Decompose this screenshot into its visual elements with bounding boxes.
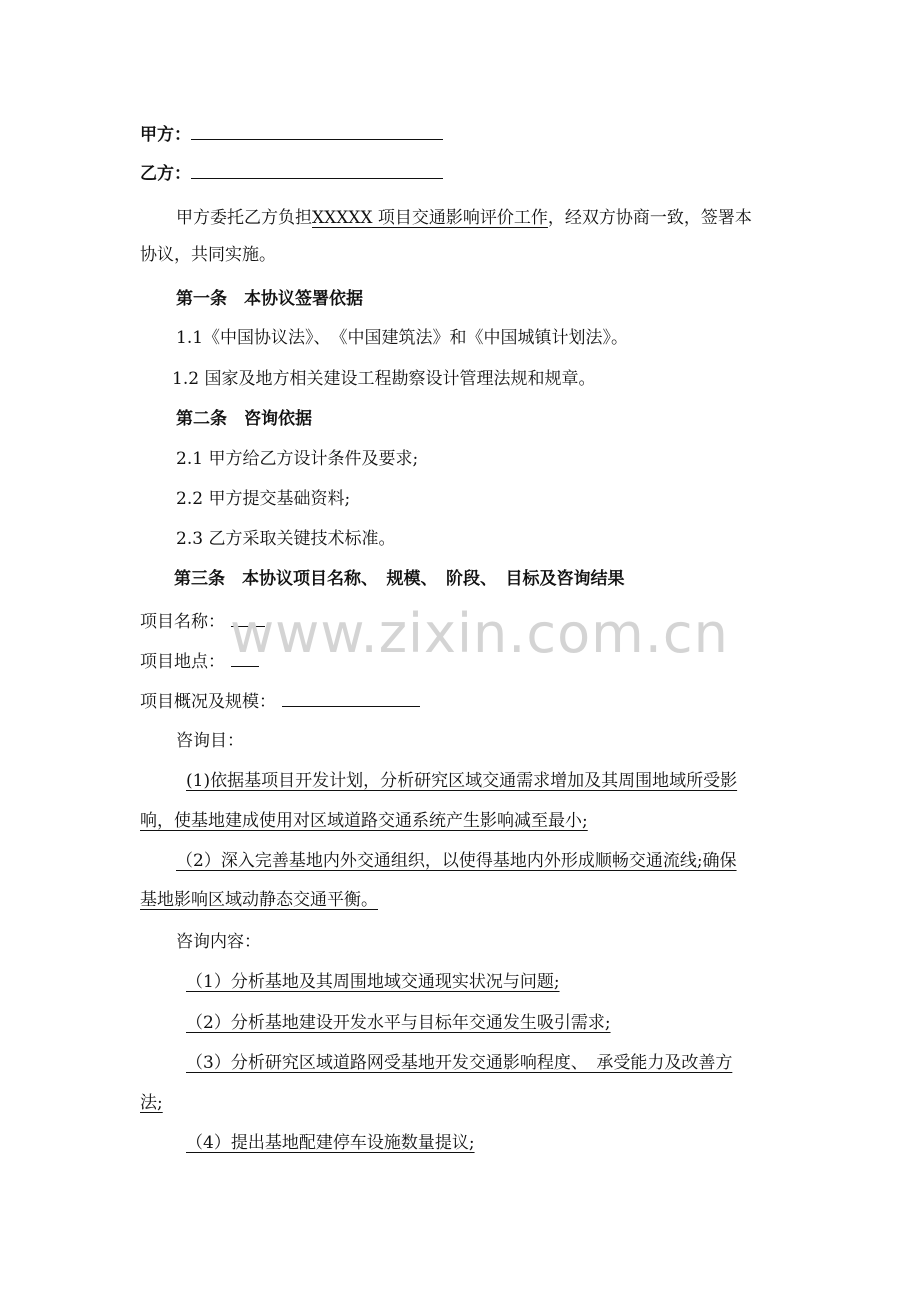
goal-2-line-1: （2）深入完善基地内外交通组织，以使得基地内外形成顺畅交通流线;确保	[176, 851, 737, 871]
intro-prefix: 甲方委托乙方负担	[176, 208, 312, 228]
project-scale-blank	[282, 688, 420, 707]
intro-suffix: ，经双方协商一致，签署本	[547, 208, 752, 228]
content-item-3-line-2: 法;	[140, 1093, 163, 1113]
content-item-3-line-1: （3）分析研究区域道路网受基地开发交通影响程度、 承受能力及改善方	[186, 1053, 733, 1073]
article-1-item-1: 1.1《中国协议法》、 《中国建筑法》和《中国城镇计划法》。	[176, 328, 629, 348]
intro-line-1	[176, 206, 752, 230]
party-b-blank	[191, 160, 443, 179]
goal-1-line-1: (1)依据基项目开发计划，分析研究区域交通需求增加及其周围地域所受影	[186, 771, 738, 791]
article-1-title: 第一条 本协议签署依据	[176, 289, 363, 309]
content-item-4: （4）提出基地配建停车设施数量提议;	[186, 1133, 475, 1153]
article-2-item-2: 2.2 甲方提交基础资料;	[176, 489, 351, 509]
content-item-1: （1）分析基地及其周围地域交通现实状况与问题;	[186, 972, 560, 992]
watermark-text: www.zixin.com.cn	[230, 602, 729, 665]
project-scale-label: 项目概况及规模：	[140, 692, 276, 712]
article-2-item-3: 2.3 乙方采取关键技术标准。	[176, 529, 396, 549]
project-name-label: 项目名称：	[140, 612, 225, 632]
article-2-title: 第二条 咨询依据	[176, 409, 312, 429]
article-1-item-2: 1.2 国家及地方相关建设工程勘察设计管理法规和规章。	[172, 369, 596, 389]
project-site-label: 项目地点：	[140, 652, 225, 672]
party-a-label: 甲方：	[140, 125, 191, 145]
intro-project: XXXXX 项目交通影响评价工作	[312, 208, 548, 228]
content-item-2: （2）分析基地建设开发水平与目标年交通发生吸引需求;	[186, 1013, 611, 1033]
party-a-blank	[191, 121, 443, 140]
goal-1-line-2: 响，使基地建成使用对区域道路交通系统产生影响减至最小;	[140, 811, 588, 831]
party-a-line	[140, 121, 443, 147]
article-2-item-1: 2.1 甲方给乙方设计条件及要求;	[176, 449, 419, 469]
party-b-line	[140, 160, 443, 186]
project-site-line	[140, 648, 259, 674]
article-3-title: 第三条 本协议项目名称、 规模、 阶段、 目标及咨询结果	[174, 569, 625, 589]
intro-line-2: 协议，共同实施。	[140, 245, 276, 265]
goal-2-line-2: 基地影响区域动静态交通平衡。	[140, 890, 378, 910]
project-name-blank	[231, 608, 265, 627]
content-label: 咨询内容：	[176, 932, 261, 952]
goal-label: 咨询目：	[176, 731, 244, 751]
project-site-blank	[231, 648, 259, 667]
party-b-label: 乙方：	[140, 164, 191, 184]
project-name-line	[140, 608, 265, 634]
project-scale-line	[140, 688, 420, 714]
